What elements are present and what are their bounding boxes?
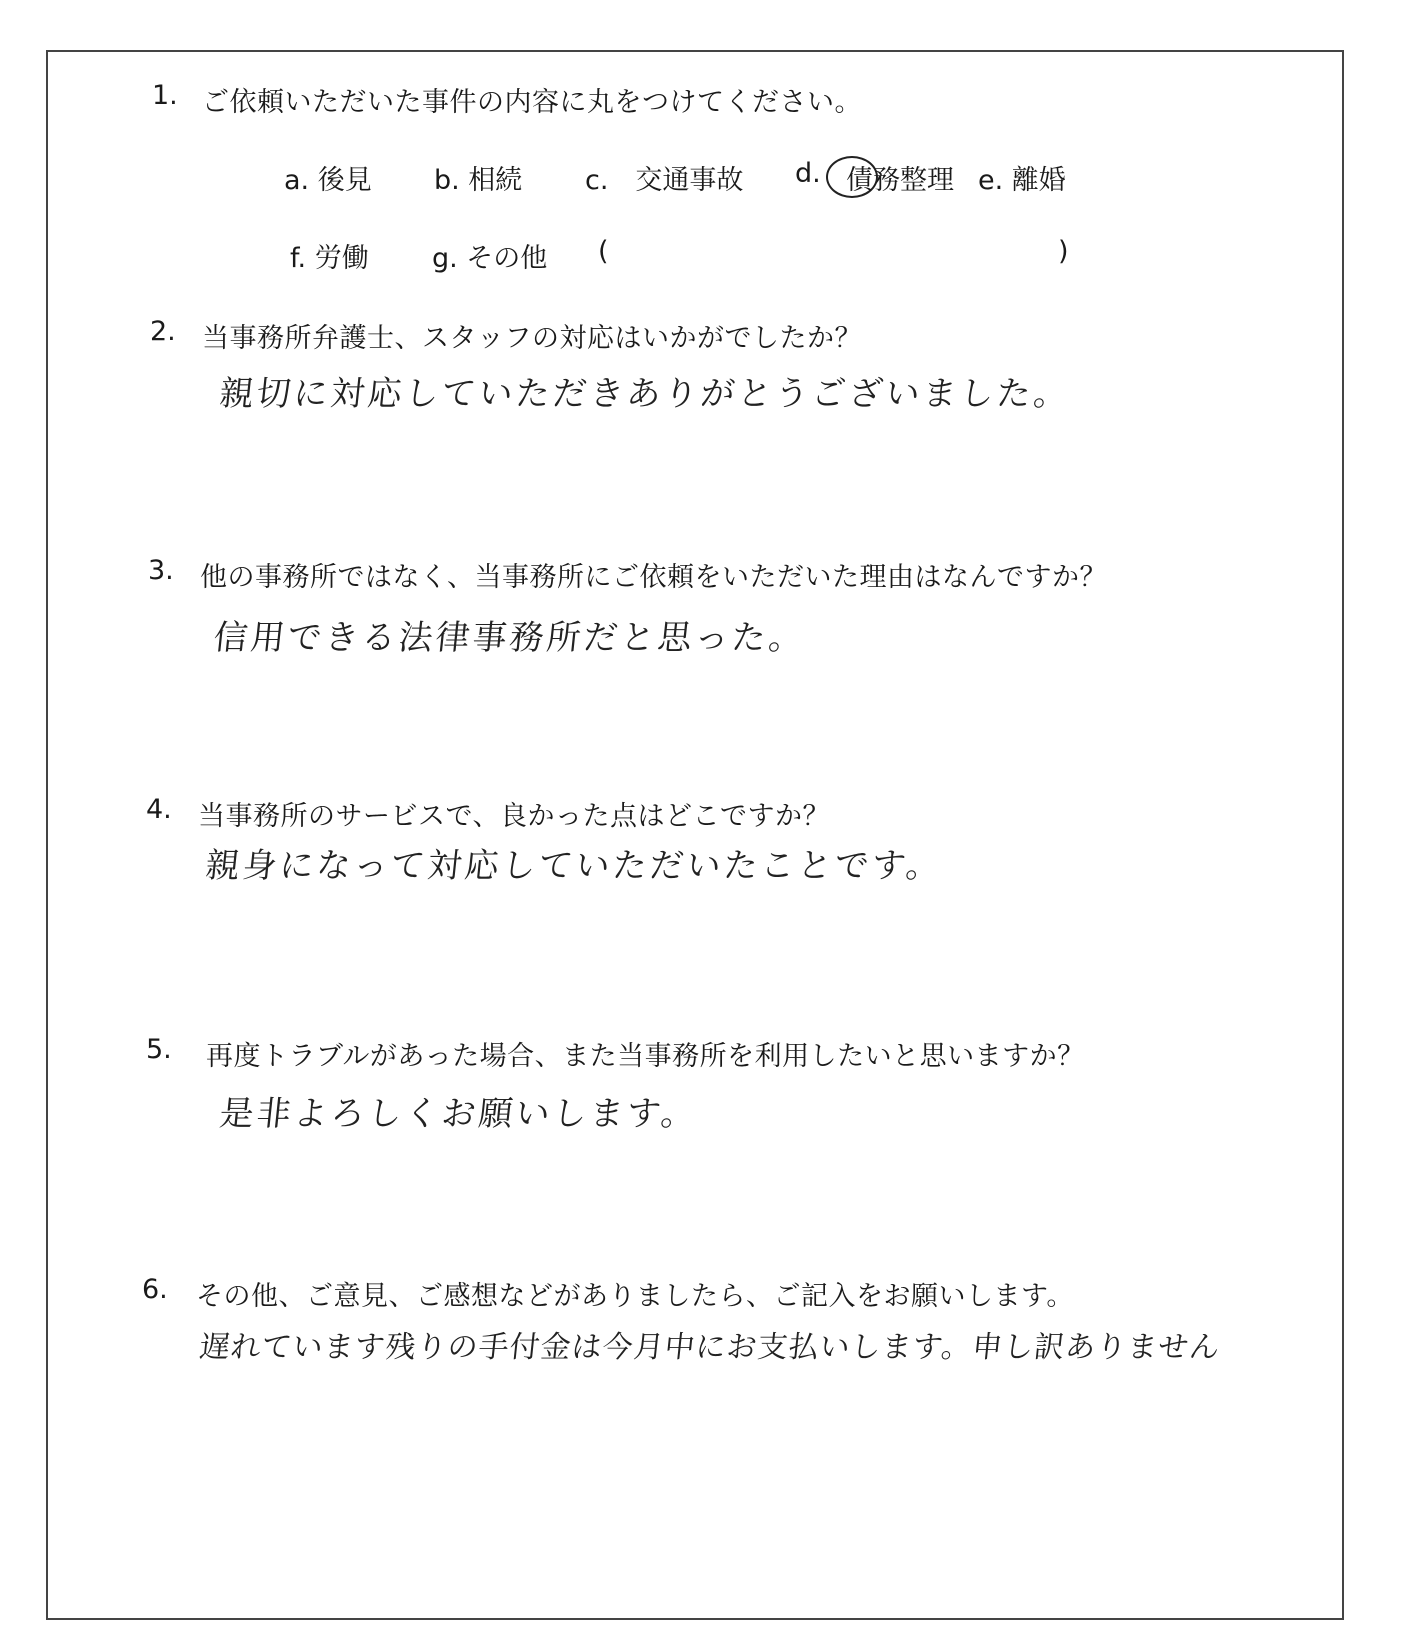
answer-2-handwriting: 親切に対応していただきありがとうございました。 xyxy=(217,374,1073,414)
answer-6-handwriting: 遅れています残りの手付金は今月中にお支払いします。申し訳ありません xyxy=(197,1330,1223,1365)
answer-4-handwriting: 親身になって対応していただいたことです。 xyxy=(203,846,946,886)
answer-3-handwriting: 信用できる法律事務所だと思った。 xyxy=(211,618,808,658)
question-6-text: その他、ご意見、ご感想などがありましたら、ご記入をお願いします。 xyxy=(196,1281,1074,1312)
questionnaire-sheet xyxy=(46,50,1344,1620)
option-d[interactable]: d. xyxy=(795,158,821,189)
question-4-number: 4. xyxy=(146,794,172,825)
other-paren-close: ) xyxy=(1058,236,1069,267)
question-2-number: 2. xyxy=(150,316,176,347)
question-3-text: 他の事務所ではなく、当事務所にご依頼をいただいた理由はなんですか？ xyxy=(200,562,1107,593)
option-d-label: 債務整理 xyxy=(846,165,954,196)
answer-5-handwriting: 是非よろしくお願いします。 xyxy=(217,1094,701,1134)
option-e[interactable]: e. 離婚 xyxy=(978,165,1066,196)
question-6-number: 6. xyxy=(142,1274,168,1305)
question-5-number: 5. xyxy=(146,1034,172,1065)
option-f[interactable]: f. 労働 xyxy=(290,243,369,274)
other-paren-open: ( xyxy=(598,236,609,267)
question-2-text: 当事務所弁護士、スタッフの対応はいかがでしたか？ xyxy=(202,323,862,354)
question-3-number: 3. xyxy=(148,555,174,586)
question-1-number: 1. xyxy=(152,80,178,111)
question-1-text: ご依頼いただいた事件の内容に丸をつけてください。 xyxy=(202,87,862,118)
option-b[interactable]: b. 相続 xyxy=(434,165,523,196)
question-5-text: 再度トラブルがあった場合、また当事務所を利用したいと思いますか？ xyxy=(206,1041,1085,1072)
option-a[interactable]: a. 後見 xyxy=(284,165,372,196)
question-4-text: 当事務所のサービスで、良かった点はどこですか？ xyxy=(198,801,830,832)
option-c[interactable]: c. 交通事故 xyxy=(585,165,744,196)
option-g[interactable]: g. その他 xyxy=(432,243,548,274)
